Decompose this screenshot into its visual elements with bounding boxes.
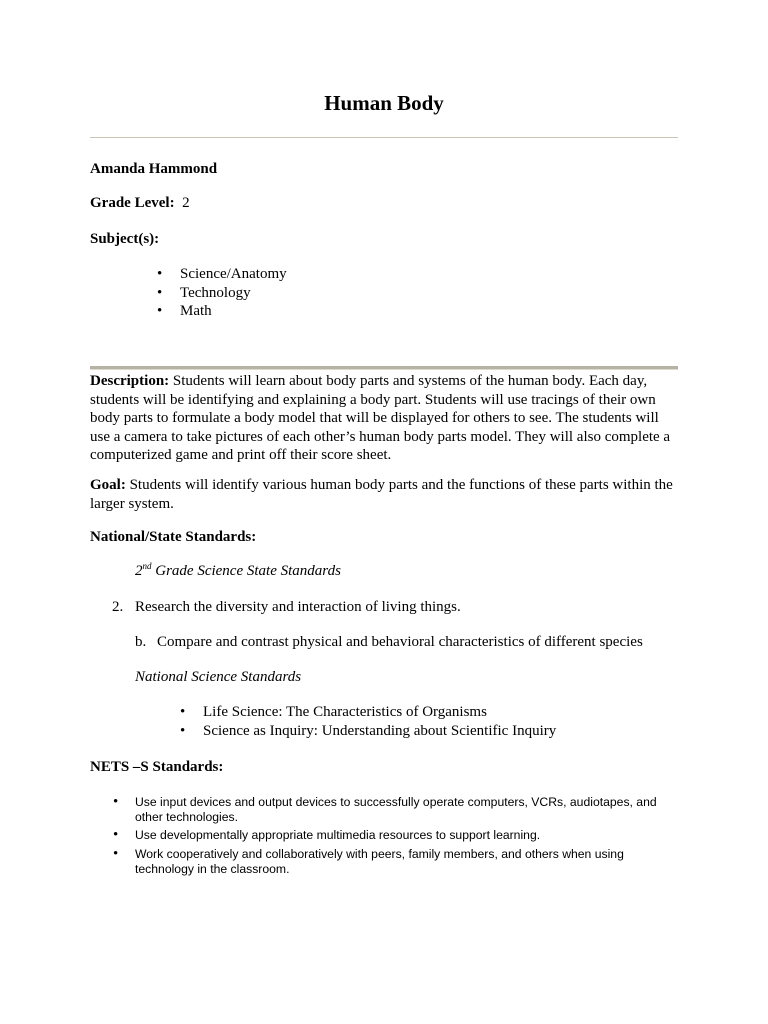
title-divider [90, 137, 678, 138]
document-title: Human Body [324, 91, 444, 115]
description-label: Description: [90, 373, 170, 389]
grade-level [90, 194, 190, 213]
state-standards-grade: 2 [135, 563, 143, 579]
national-standards-heading: National Science Standards [135, 669, 302, 685]
bullet-icon: • [157, 266, 163, 282]
list-item [113, 828, 693, 847]
national-standard-item: Science as Inquiry: Understanding about Scientific Inquiry [203, 722, 557, 739]
bullet-icon: • [113, 846, 119, 862]
goal-line: Students will identify various human body parts and the functions of these parts within the [125, 477, 673, 493]
nets-item-line: technology in the classroom. [135, 861, 290, 876]
nets-heading: NETS –S Standards: [90, 759, 224, 775]
goal-paragraph [90, 476, 690, 513]
goal-line: larger system. [90, 495, 174, 512]
list-item [113, 847, 693, 880]
standard-item [112, 598, 461, 617]
subjects-label: Subject(s): [90, 231, 160, 247]
subject-item: Science/Anatomy [180, 266, 287, 282]
grade-level-label: Grade Level: [90, 195, 175, 211]
goal-label: Goal: [90, 477, 126, 493]
bullet-icon: • [113, 794, 119, 810]
author-name: Amanda Hammond [90, 161, 218, 177]
description-line: Students will learn about body parts and systems of the human body. Each day, [169, 373, 648, 389]
nets-item-line: Use input devices and output devices to successfully operate computers, VCRs, audiotapes, and [135, 795, 657, 809]
standard-subitem-text: Compare and contrast physical and behavioral characteristics of different species [157, 634, 643, 650]
description-line: body parts to formulate a body model that will be displayed for others to see. The students will [90, 410, 659, 426]
description-line: computerized game and print off their score sheet. [90, 447, 392, 463]
description-line: use a camera to take pictures of each other’s human body parts model. They will also complete a [90, 428, 671, 445]
bullet-icon: • [157, 284, 163, 301]
subject-item: Technology [180, 284, 251, 301]
national-standard-item: Life Science: The Characteristics of Organisms [203, 704, 487, 720]
bullet-icon: • [180, 722, 186, 739]
standard-item-text: Research the diversity and interaction of living things. [135, 599, 461, 615]
bullet-icon: • [180, 704, 186, 720]
nets-item-line: other technologies. [135, 809, 238, 824]
bullet-icon: • [157, 303, 163, 319]
nets-item-line: Work cooperatively and collaboratively with peers, family members, and others when using [135, 847, 624, 861]
state-standards-title: Grade Science State Standards [151, 563, 341, 579]
section-divider [90, 366, 678, 370]
state-standards-heading [135, 562, 341, 581]
description-paragraph [90, 372, 690, 465]
standard-subitem [135, 633, 643, 652]
standard-subitem-letter: b. [135, 634, 147, 650]
standards-heading: National/State Standards: [90, 529, 257, 545]
description-line: students will be identifying and explaining a body part. Students will use tracings of their own [90, 391, 656, 408]
subject-item: Math [180, 303, 212, 319]
nets-list [113, 795, 693, 880]
grade-level-value: 2 [182, 195, 190, 211]
nets-item-line: Use developmentally appropriate multimedia resources to support learning. [135, 828, 541, 842]
bullet-icon: • [113, 827, 119, 843]
list-item [113, 795, 693, 828]
standard-item-number: 2. [112, 599, 124, 615]
state-standards-sup: nd [142, 561, 152, 571]
